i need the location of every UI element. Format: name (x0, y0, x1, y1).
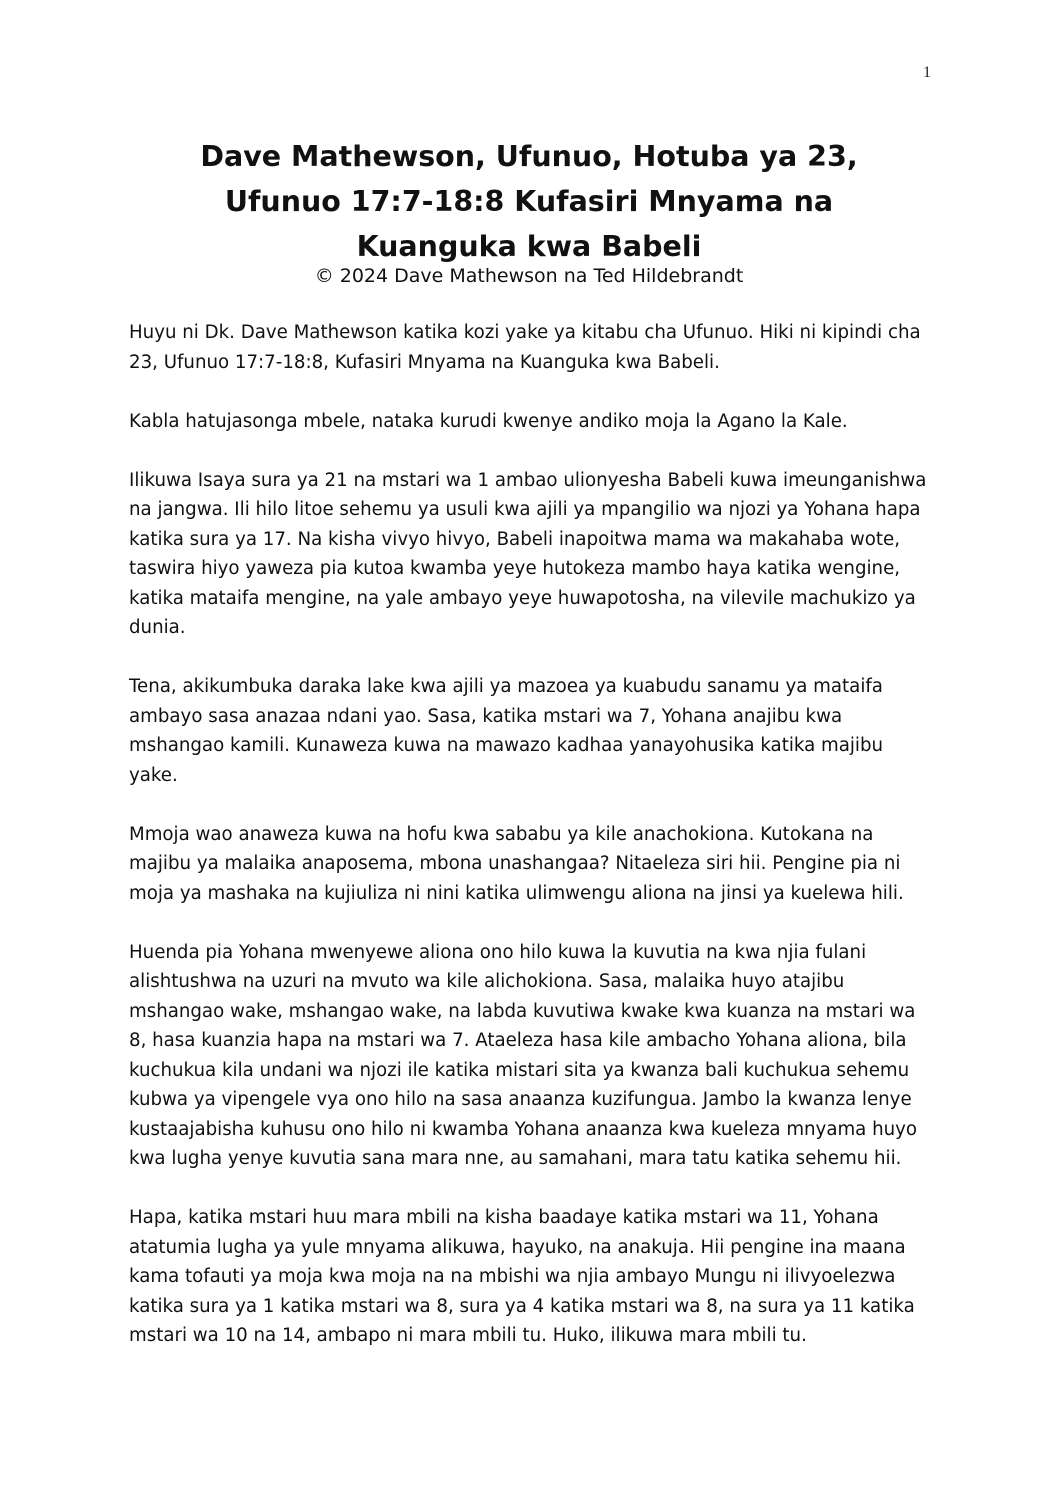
title-line: Kuanguka kwa Babeli (356, 230, 702, 263)
paragraph: Ilikuwa Isaya sura ya 21 na mstari wa 1 ambao ulionyesha Babeli kuwa imeunganishwa na jangwa. Ili hilo litoe sehemu ya usuli kwa ajili ya mpangilio wa njozi ya Yohana hapa katika sura ya 17. Na kisha vivyo hivyo, Babeli inapoitwa mama wa makahaba wote, taswira hiyo yaweza pia kutoa kwamba yeye hutokeza mambo haya katika wengine, katika mataifa mengine, na yale ambayo yeye huwapotosha, na vilevile machukizo ya dunia. (129, 469, 927, 638)
paragraph: Kabla hatujasonga mbele, nataka kurudi kwenye andiko moja la Agano la Kale. (129, 410, 848, 432)
paragraph: Hapa, katika mstari huu mara mbili na kisha baadaye katika mstari wa 11, Yohana atatumia lugha ya yule mnyama alikuwa, hayuko, na anakuja. Hii pengine ina maana kama tofauti ya moja kwa moja na na mbishi wa njia ambayo Mungu ni ilivyoelezwa katika sura ya 1 katika mstari wa 8, sura ya 4 katika mstari wa 8, na sura ya 11 katika mstari wa 10 na 14, ambapo ni mara mbili tu. Huko, ilikuwa mara mbili tu. (129, 1207, 915, 1346)
copyright-notice: © 2024 Dave Mathewson na Ted Hildebrandt (314, 265, 744, 287)
paragraph: Huenda pia Yohana mwenyewe aliona ono hilo kuwa la kuvutia na kwa njia fulani alishtushwa na uzuri na mvuto wa kile alichokiona. Sasa, malaika huyo atajibu mshangao wake, mshangao wake, na labda kuvutiwa kwake kwa kuanza na mstari wa 8, hasa kuanzia hapa na mstari wa 7. Ataeleza hasa kile ambacho Yohana aliona, bila kuchukua kila undani wa njozi ile katika mistari sita ya kwanza bali kuchukua sehemu kubwa ya vipengele vya ono hilo na sasa anaanza kuzifungua. Jambo la kwanza lenye kustaajabisha kuhusu ono hilo ni kwamba Yohana anaanza kwa kueleza mnyama huyo kwa lugha yenye kuvutia sana mara nne, au samahani, mara tatu katika sehemu hii. (129, 941, 918, 1169)
paragraph: Tena, akikumbuka daraka lake kwa ajili ya mazoea ya kuabudu sanamu ya mataifa ambayo sasa anazaa ndani yao. Sasa, katika mstari wa 7, Yohana anajibu kwa mshangao kamili. Kunaweza kuwa na mawazo kadhaa yanayohusika katika majibu yake. (129, 676, 884, 786)
page-number: 1 (923, 64, 931, 81)
document-title (150, 134, 908, 269)
title-line: Dave Mathewson, Ufunuo, Hotuba ya 23, (200, 140, 858, 173)
document-body (129, 318, 929, 1380)
paragraph: Mmoja wao anaweza kuwa na hofu kwa sababu ya kile anachokiona. Kutokana na majibu ya malaika anaposema, mbona unashangaa? Nitaeleza siri hii. Pengine pia ni moja ya mashaka na kujiuliza ni nini katika ulimwengu aliona na jinsi ya kuelewa hili. (129, 823, 904, 904)
paragraph: Huyu ni Dk. Dave Mathewson katika kozi yake ya kitabu cha Ufunuo. Hiki ni kipindi cha 23, Ufunuo 17:7-18:8, Kufasiri Mnyama na Kuanguka kwa Babeli. (129, 322, 921, 373)
title-line: Ufunuo 17:7-18:8 Kufasiri Mnyama na (224, 185, 834, 218)
